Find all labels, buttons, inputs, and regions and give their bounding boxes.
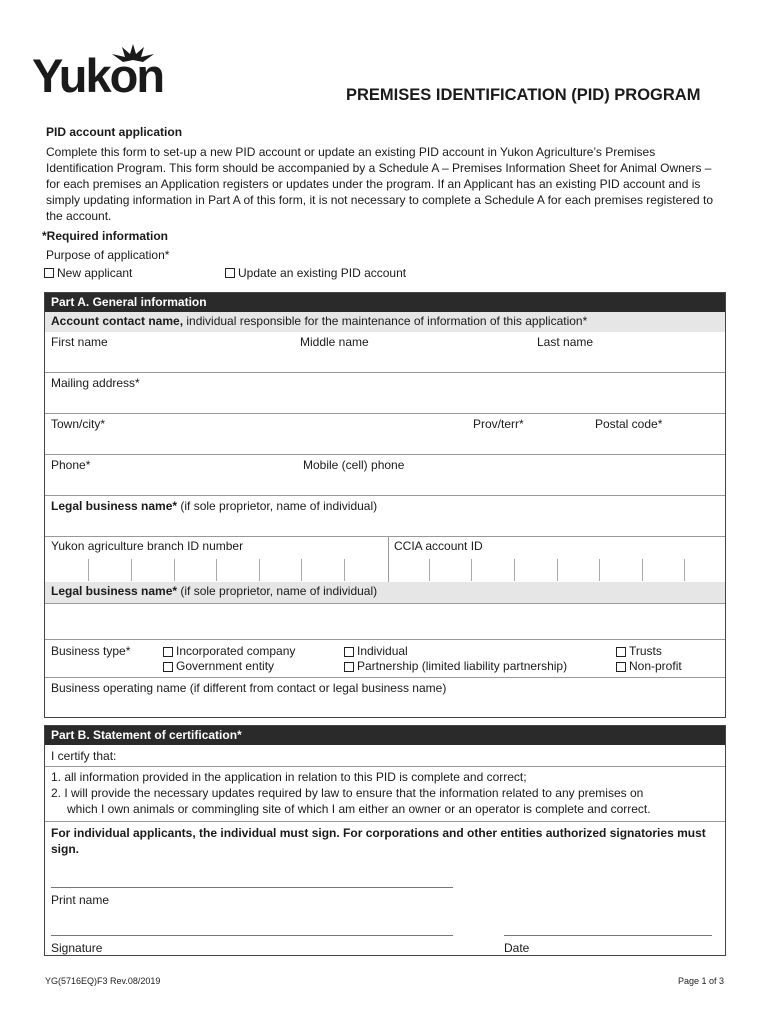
update-account-checkbox[interactable]: [225, 268, 235, 278]
bt-government-label: Government entity: [176, 659, 275, 673]
required-note: *Required information: [42, 229, 169, 243]
legal-business-name-field[interactable]: [51, 499, 377, 513]
new-applicant-checkbox[interactable]: [44, 268, 54, 278]
divider: [45, 536, 725, 537]
prov-field[interactable]: Prov/terr*: [473, 417, 524, 431]
first-name-field[interactable]: First name: [51, 335, 108, 349]
divider: [45, 495, 725, 496]
divider: [45, 766, 725, 767]
update-account-label: Update an existing PID account: [238, 266, 407, 280]
signature-line[interactable]: [51, 935, 453, 936]
divider: [45, 639, 725, 640]
checkbox[interactable]: [344, 647, 354, 657]
checkbox[interactable]: [344, 662, 354, 672]
middle-name-field[interactable]: Middle name: [300, 335, 369, 349]
checkbox[interactable]: [616, 647, 626, 657]
phone-field[interactable]: Phone*: [51, 458, 91, 472]
bt-government-option[interactable]: [163, 659, 274, 673]
page-number: Page 1 of 3: [678, 976, 725, 986]
bt-nonprofit-option[interactable]: [616, 659, 682, 673]
part-b-heading: Part B. Statement of certification*: [45, 726, 725, 745]
bt-individual-option[interactable]: [344, 644, 408, 658]
yukon-logo: [32, 44, 172, 104]
update-account-option[interactable]: [225, 266, 406, 280]
divider: [45, 821, 725, 822]
cert-item-1: 1. all information provided in the application in relation to this PID is complete and correct;: [51, 770, 527, 784]
legal-business-name-2-bold: Legal business name*: [51, 584, 178, 598]
divider: [45, 454, 725, 455]
divider: [45, 372, 725, 373]
intro-paragraph: Complete this form to set-up a new PID account or update an existing PID account in Yukon Agriculture’s Premises Identification Program. This form should be accompanied by a Schedule A – Premises Information Sheet for Animal Owners – for each premises an Application registers or updates under the program. If an Applicant has an existing PID account and is simply updating information in Part A of this form, it is not necessary to complete a Schedule A for each premises registered to the account.: [46, 145, 714, 223]
section-subtitle: PID account application: [46, 125, 183, 139]
bt-incorporated-option[interactable]: [163, 644, 295, 658]
divider: [45, 677, 725, 678]
date-line[interactable]: [504, 935, 712, 936]
checkbox[interactable]: [163, 647, 173, 657]
legal-business-name-header: [45, 582, 725, 603]
checkbox[interactable]: [616, 662, 626, 672]
contact-name-bold: Account contact name,: [51, 314, 184, 328]
last-name-field[interactable]: Last name: [537, 335, 594, 349]
divider: [45, 413, 725, 414]
new-applicant-label: New applicant: [57, 266, 133, 280]
business-type-label: Business type*: [51, 644, 131, 658]
logo-text: Yukon: [32, 49, 164, 102]
signers-note: For individual applicants, the individual must sign. For corporations and other entities authorized signatories must sign.: [51, 826, 706, 856]
signature-label: Signature: [51, 941, 103, 955]
yukon-id-label: Yukon agriculture branch ID number: [51, 539, 244, 553]
contact-name-header: [45, 312, 725, 332]
bt-trusts-label: Trusts: [629, 644, 662, 658]
mobile-phone-field[interactable]: Mobile (cell) phone: [303, 458, 405, 472]
print-name-line[interactable]: [51, 887, 453, 888]
operating-name-field[interactable]: Business operating name (if different from contact or legal business name): [51, 681, 447, 695]
legal-business-name-bold: Legal business name*: [51, 499, 178, 513]
mailing-address-field[interactable]: Mailing address*: [51, 376, 140, 390]
town-field[interactable]: Town/city*: [51, 417, 106, 431]
certify-label: I certify that:: [51, 749, 117, 763]
ccia-id-label: CCIA account ID: [394, 539, 483, 553]
legal-business-name-rest: (if sole proprietor, name of individual): [177, 499, 378, 513]
id-divider: [388, 536, 389, 582]
legal-business-name-2-rest: (if sole proprietor, name of individual): [177, 584, 378, 598]
postal-code-field[interactable]: Postal code*: [595, 417, 663, 431]
checkbox[interactable]: [163, 662, 173, 672]
form-id: YG(5716EQ)F3 Rev.08/2019: [45, 976, 161, 986]
print-name-label: Print name: [51, 893, 110, 907]
part-b-section: [44, 725, 726, 956]
divider: [45, 603, 725, 604]
bt-individual-label: Individual: [357, 644, 408, 658]
part-a-section: [44, 292, 726, 718]
bt-incorporated-label: Incorporated company: [176, 644, 296, 658]
contact-name-rest: individual responsible for the maintenance of information of this application*: [183, 314, 588, 328]
date-label: Date: [504, 941, 530, 955]
cert-item-2a: 2. I will provide the necessary updates required by law to ensure that the information related to any premises on: [51, 786, 644, 800]
new-applicant-option[interactable]: [44, 266, 132, 280]
page-title: PREMISES IDENTIFICATION (PID) PROGRAM: [346, 86, 701, 104]
bt-partnership-label: Partnership (limited liability partnership): [357, 659, 568, 673]
bt-nonprofit-label: Non-profit: [629, 659, 682, 673]
part-a-heading: Part A. General information: [45, 293, 725, 312]
cert-item-2b: which I own animals or commingling site of which I am either an owner or an operator is complete and correct.: [67, 802, 651, 816]
bt-partnership-option[interactable]: [344, 659, 567, 673]
purpose-label: Purpose of application*: [46, 248, 170, 262]
bt-trusts-option[interactable]: [616, 644, 662, 658]
